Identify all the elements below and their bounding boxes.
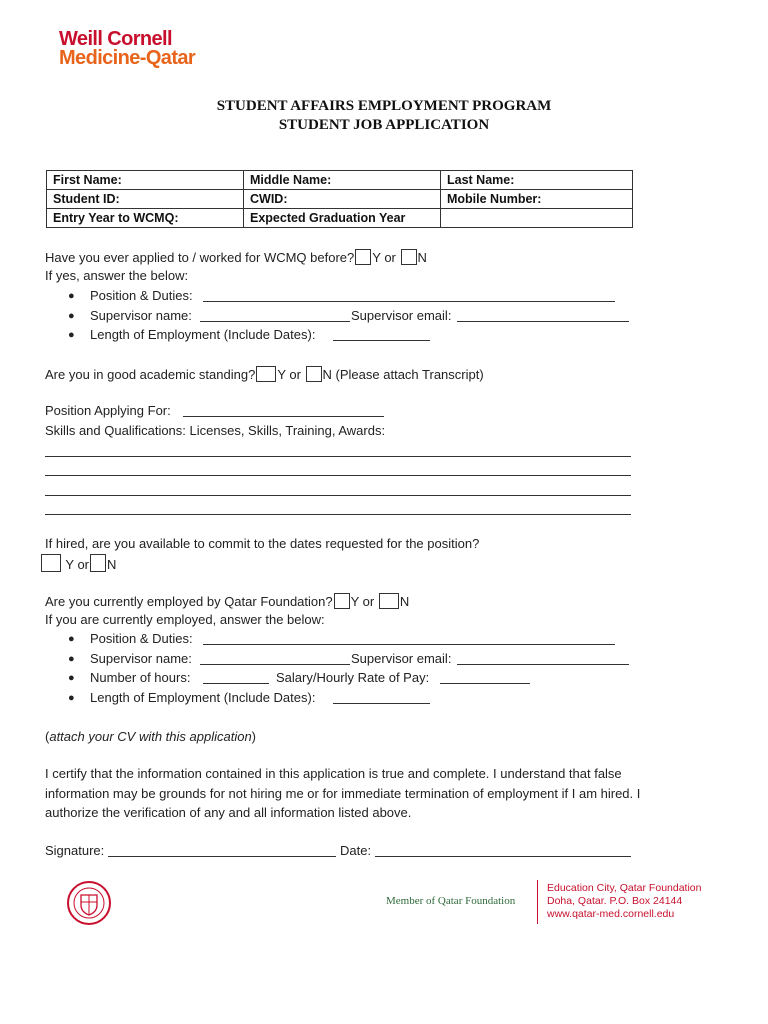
- question-text: Are you in good academic standing?: [45, 367, 256, 382]
- last-name-cell[interactable]: Last Name:: [441, 171, 633, 190]
- signature-label: Signature:: [45, 843, 105, 858]
- certify-line: information may be grounds for not hiring me or for immediate termination of employment if I am hired. I: [45, 786, 641, 801]
- position-applying-line[interactable]: [183, 416, 384, 417]
- position-duties-label: Position & Duties:: [90, 288, 193, 303]
- table-row: [47, 171, 633, 190]
- no-checkbox[interactable]: [306, 366, 322, 382]
- yes-checkbox[interactable]: [41, 554, 61, 572]
- qf-employment-question: [45, 593, 409, 609]
- cwid-cell[interactable]: CWID:: [244, 190, 441, 209]
- first-name-cell[interactable]: First Name:: [47, 171, 244, 190]
- cornell-seal-icon: [66, 880, 112, 926]
- yes-checkbox[interactable]: [256, 366, 276, 382]
- certify-line: authorize the verification of any and all information listed above.: [45, 805, 412, 820]
- skills-line[interactable]: [45, 475, 631, 476]
- bullet-icon: ●: [68, 672, 75, 684]
- length-employment-line[interactable]: [333, 703, 430, 704]
- question-text: Are you currently employed by Qatar Foundation?: [45, 594, 333, 609]
- student-info-table: [46, 170, 633, 228]
- transcript-label: N (Please attach Transcript): [322, 367, 484, 382]
- no-checkbox[interactable]: [90, 554, 106, 572]
- if-employed-label: If you are currently employed, answer the below:: [45, 612, 325, 627]
- y-or-label: Y or: [65, 557, 89, 572]
- academic-standing-question: [45, 366, 484, 382]
- graduation-year-cell[interactable]: Expected Graduation Year: [244, 209, 441, 228]
- supervisor-name-label: Supervisor name:: [90, 308, 192, 323]
- table-row: [47, 190, 633, 209]
- logo-line1: Weill Cornell: [59, 28, 172, 50]
- table-row: [47, 209, 633, 228]
- commit-question: If hired, are you available to commit to the dates requested for the position?: [45, 536, 480, 551]
- paren-open: (: [45, 729, 50, 744]
- bullet-icon: ●: [68, 329, 75, 341]
- salary-rate-line[interactable]: [440, 683, 530, 684]
- student-id-cell[interactable]: Student ID:: [47, 190, 244, 209]
- empty-cell: [441, 209, 633, 228]
- paren-close: ): [251, 729, 257, 744]
- bullet-icon: ●: [68, 290, 75, 302]
- number-hours-label: Number of hours:: [90, 670, 191, 685]
- no-checkbox[interactable]: [379, 593, 399, 609]
- y-or-label: Y or: [350, 594, 375, 609]
- length-employment-label: Length of Employment (Include Dates):: [90, 327, 316, 342]
- skills-line[interactable]: [45, 495, 631, 496]
- supervisor-email-line[interactable]: [457, 664, 629, 665]
- program-title: STUDENT AFFAIRS EMPLOYMENT PROGRAM: [216, 98, 552, 114]
- salary-rate-label: Salary/Hourly Rate of Pay:: [276, 670, 430, 685]
- bullet-icon: ●: [68, 692, 75, 704]
- certify-line: I certify that the information contained in this application is true and complete. I understand that false: [45, 766, 622, 781]
- n-label: N: [417, 250, 427, 265]
- supervisor-name-label: Supervisor name:: [90, 651, 192, 666]
- website-link[interactable]: www.qatar-med.cornell.edu: [547, 908, 675, 920]
- yes-checkbox[interactable]: [334, 593, 350, 609]
- position-applying-label: Position Applying For:: [45, 403, 171, 418]
- bullet-icon: ●: [68, 653, 75, 665]
- skills-line[interactable]: [45, 456, 631, 457]
- attach-cv-note: [45, 729, 256, 744]
- applied-before-question: [45, 249, 427, 265]
- footer-address: [547, 882, 701, 921]
- footer-divider: [537, 880, 538, 924]
- skills-line[interactable]: [45, 514, 631, 515]
- qf-member-text: Member of Qatar Foundation: [386, 895, 516, 907]
- position-duties-line[interactable]: [203, 301, 615, 302]
- n-label: N: [107, 557, 117, 572]
- y-or-label: Y or: [277, 367, 301, 382]
- n-label: N: [399, 594, 410, 609]
- supervisor-name-line[interactable]: [200, 321, 350, 322]
- middle-name-cell[interactable]: Middle Name:: [244, 171, 441, 190]
- commit-answer: [40, 554, 116, 572]
- yes-checkbox[interactable]: [355, 249, 371, 265]
- number-hours-line[interactable]: [203, 683, 269, 684]
- length-employment-label: Length of Employment (Include Dates):: [90, 690, 316, 705]
- supervisor-name-line[interactable]: [200, 664, 350, 665]
- no-checkbox[interactable]: [401, 249, 417, 265]
- question-text: Have you ever applied to / worked for WCMQ before?: [45, 250, 355, 265]
- supervisor-email-line[interactable]: [457, 321, 629, 322]
- skills-label: Skills and Qualifications: Licenses, Skills, Training, Awards:: [45, 423, 386, 438]
- signature-line[interactable]: [108, 856, 336, 857]
- supervisor-email-label: Supervisor email:: [351, 308, 452, 323]
- bullet-icon: ●: [68, 310, 75, 322]
- supervisor-email-label: Supervisor email:: [351, 651, 452, 666]
- mobile-number-cell[interactable]: Mobile Number:: [441, 190, 633, 209]
- y-or-label: Y or: [372, 250, 396, 265]
- logo-line2: Medicine-Qatar: [59, 47, 196, 69]
- wcmq-logo: [59, 30, 195, 68]
- length-employment-line[interactable]: [333, 340, 430, 341]
- bullet-icon: ●: [68, 633, 75, 645]
- address-line1: Education City, Qatar Foundation: [547, 882, 702, 894]
- position-duties-line[interactable]: [203, 644, 615, 645]
- position-duties-label: Position & Duties:: [90, 631, 193, 646]
- attach-cv-text: attach your CV with this application: [49, 729, 252, 744]
- date-line[interactable]: [375, 856, 631, 857]
- address-line2: Doha, Qatar. P.O. Box 24144: [547, 895, 683, 907]
- if-yes-label: If yes, answer the below:: [45, 268, 189, 283]
- application-title: STUDENT JOB APPLICATION: [278, 117, 490, 133]
- entry-year-cell[interactable]: Entry Year to WCMQ:: [47, 209, 244, 228]
- date-label: Date:: [340, 843, 372, 858]
